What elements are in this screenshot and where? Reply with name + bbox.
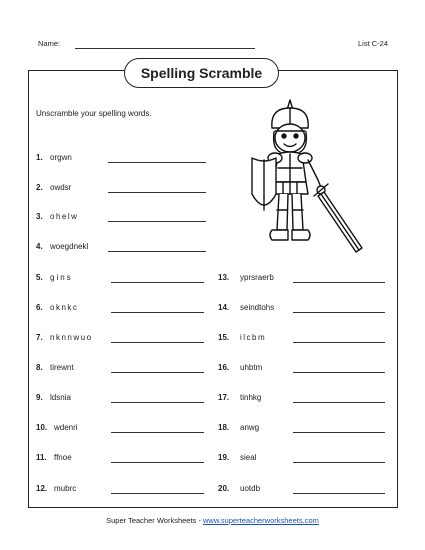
scrambled-word: nknnwuo [50,333,93,342]
answer-line[interactable] [293,462,385,463]
scrambled-word: oknkc [50,303,79,312]
scrambled-word: tirewnt [50,363,74,372]
list-item [218,423,388,435]
scrambled-word: wdenri [54,423,78,432]
item-number: 5. [36,273,43,282]
list-item [36,453,206,465]
name-answer-line[interactable] [75,48,255,49]
answer-line[interactable] [293,342,385,343]
list-item [36,363,206,375]
item-number: 10. [36,423,48,432]
scrambled-word: tinhkg [240,393,262,402]
item-number: 17. [218,393,230,402]
scrambled-word: ohelw [50,212,79,221]
answer-line[interactable] [108,251,206,252]
list-item [36,273,206,285]
item-number: 13. [218,273,230,282]
answer-line[interactable] [111,282,204,283]
list-item [36,212,216,224]
item-number: 4. [36,242,43,251]
list-item [36,423,206,435]
scrambled-word: anwg [240,423,260,432]
list-item [36,303,206,315]
list-item [36,183,216,195]
answer-line[interactable] [293,493,385,494]
worksheet-header [38,39,388,53]
list-item [218,363,388,375]
answer-line[interactable] [111,462,204,463]
list-item [36,333,206,345]
scrambled-word: sieal [240,453,257,462]
item-number: 6. [36,303,43,312]
item-number: 16. [218,363,230,372]
name-label: Name: [38,39,61,48]
list-item [36,153,216,165]
scrambled-word: orgwn [50,153,72,162]
list-item [36,484,206,496]
answer-line[interactable] [111,312,204,313]
scrambled-word: uotdb [240,484,261,493]
list-item [218,453,388,465]
item-number: 20. [218,484,230,493]
answer-line[interactable] [111,372,204,373]
list-item [36,393,206,405]
knight-illustration [250,98,375,260]
scrambled-word: ldsnia [50,393,71,402]
instructions: Unscramble your spelling words. [36,109,152,118]
item-number: 3. [36,212,43,221]
item-number: 8. [36,363,43,372]
footer-link[interactable]: www.superteacherworksheets.com [202,516,319,525]
item-number: 11. [36,453,47,462]
answer-line[interactable] [108,192,206,193]
answer-line[interactable] [293,312,385,313]
scrambled-word: owdsr [50,183,72,192]
list-label: List C-24 [357,39,388,48]
answer-line[interactable] [293,402,385,403]
answer-line[interactable] [111,402,204,403]
list-item [218,303,388,315]
worksheet-title: Spelling Scramble [124,58,279,88]
answer-line[interactable] [111,432,204,433]
answer-line[interactable] [108,221,206,222]
scrambled-word: ffnoe [54,453,72,462]
answer-line[interactable] [108,162,206,163]
item-number: 2. [36,183,43,192]
list-item [218,333,388,345]
scrambled-word: gins [50,273,73,282]
footer [0,516,425,525]
item-number: 7. [36,333,43,342]
item-number: 18. [218,423,230,432]
footer-prefix: Super Teacher Worksheets - [106,516,203,525]
item-number: 12. [36,484,48,493]
scrambled-word: ilcbm [240,333,267,342]
answer-line[interactable] [293,282,385,283]
item-number: 19. [218,453,230,462]
scrambled-word: woegdnekl [50,242,89,251]
item-number: 14. [218,303,230,312]
item-number: 1. [36,153,43,162]
answer-line[interactable] [293,372,385,373]
answer-line[interactable] [111,342,204,343]
scrambled-word: mubrc [54,484,77,493]
list-item [36,242,216,254]
item-number: 9. [36,393,43,402]
list-item [218,484,388,496]
answer-line[interactable] [293,432,385,433]
list-item [218,273,388,285]
scrambled-word: yprsraerb [240,273,274,282]
item-number: 15. [218,333,230,342]
list-item [218,393,388,405]
scrambled-word: uhbtm [240,363,263,372]
scrambled-word: seindtohs [240,303,275,312]
answer-line[interactable] [111,493,204,494]
